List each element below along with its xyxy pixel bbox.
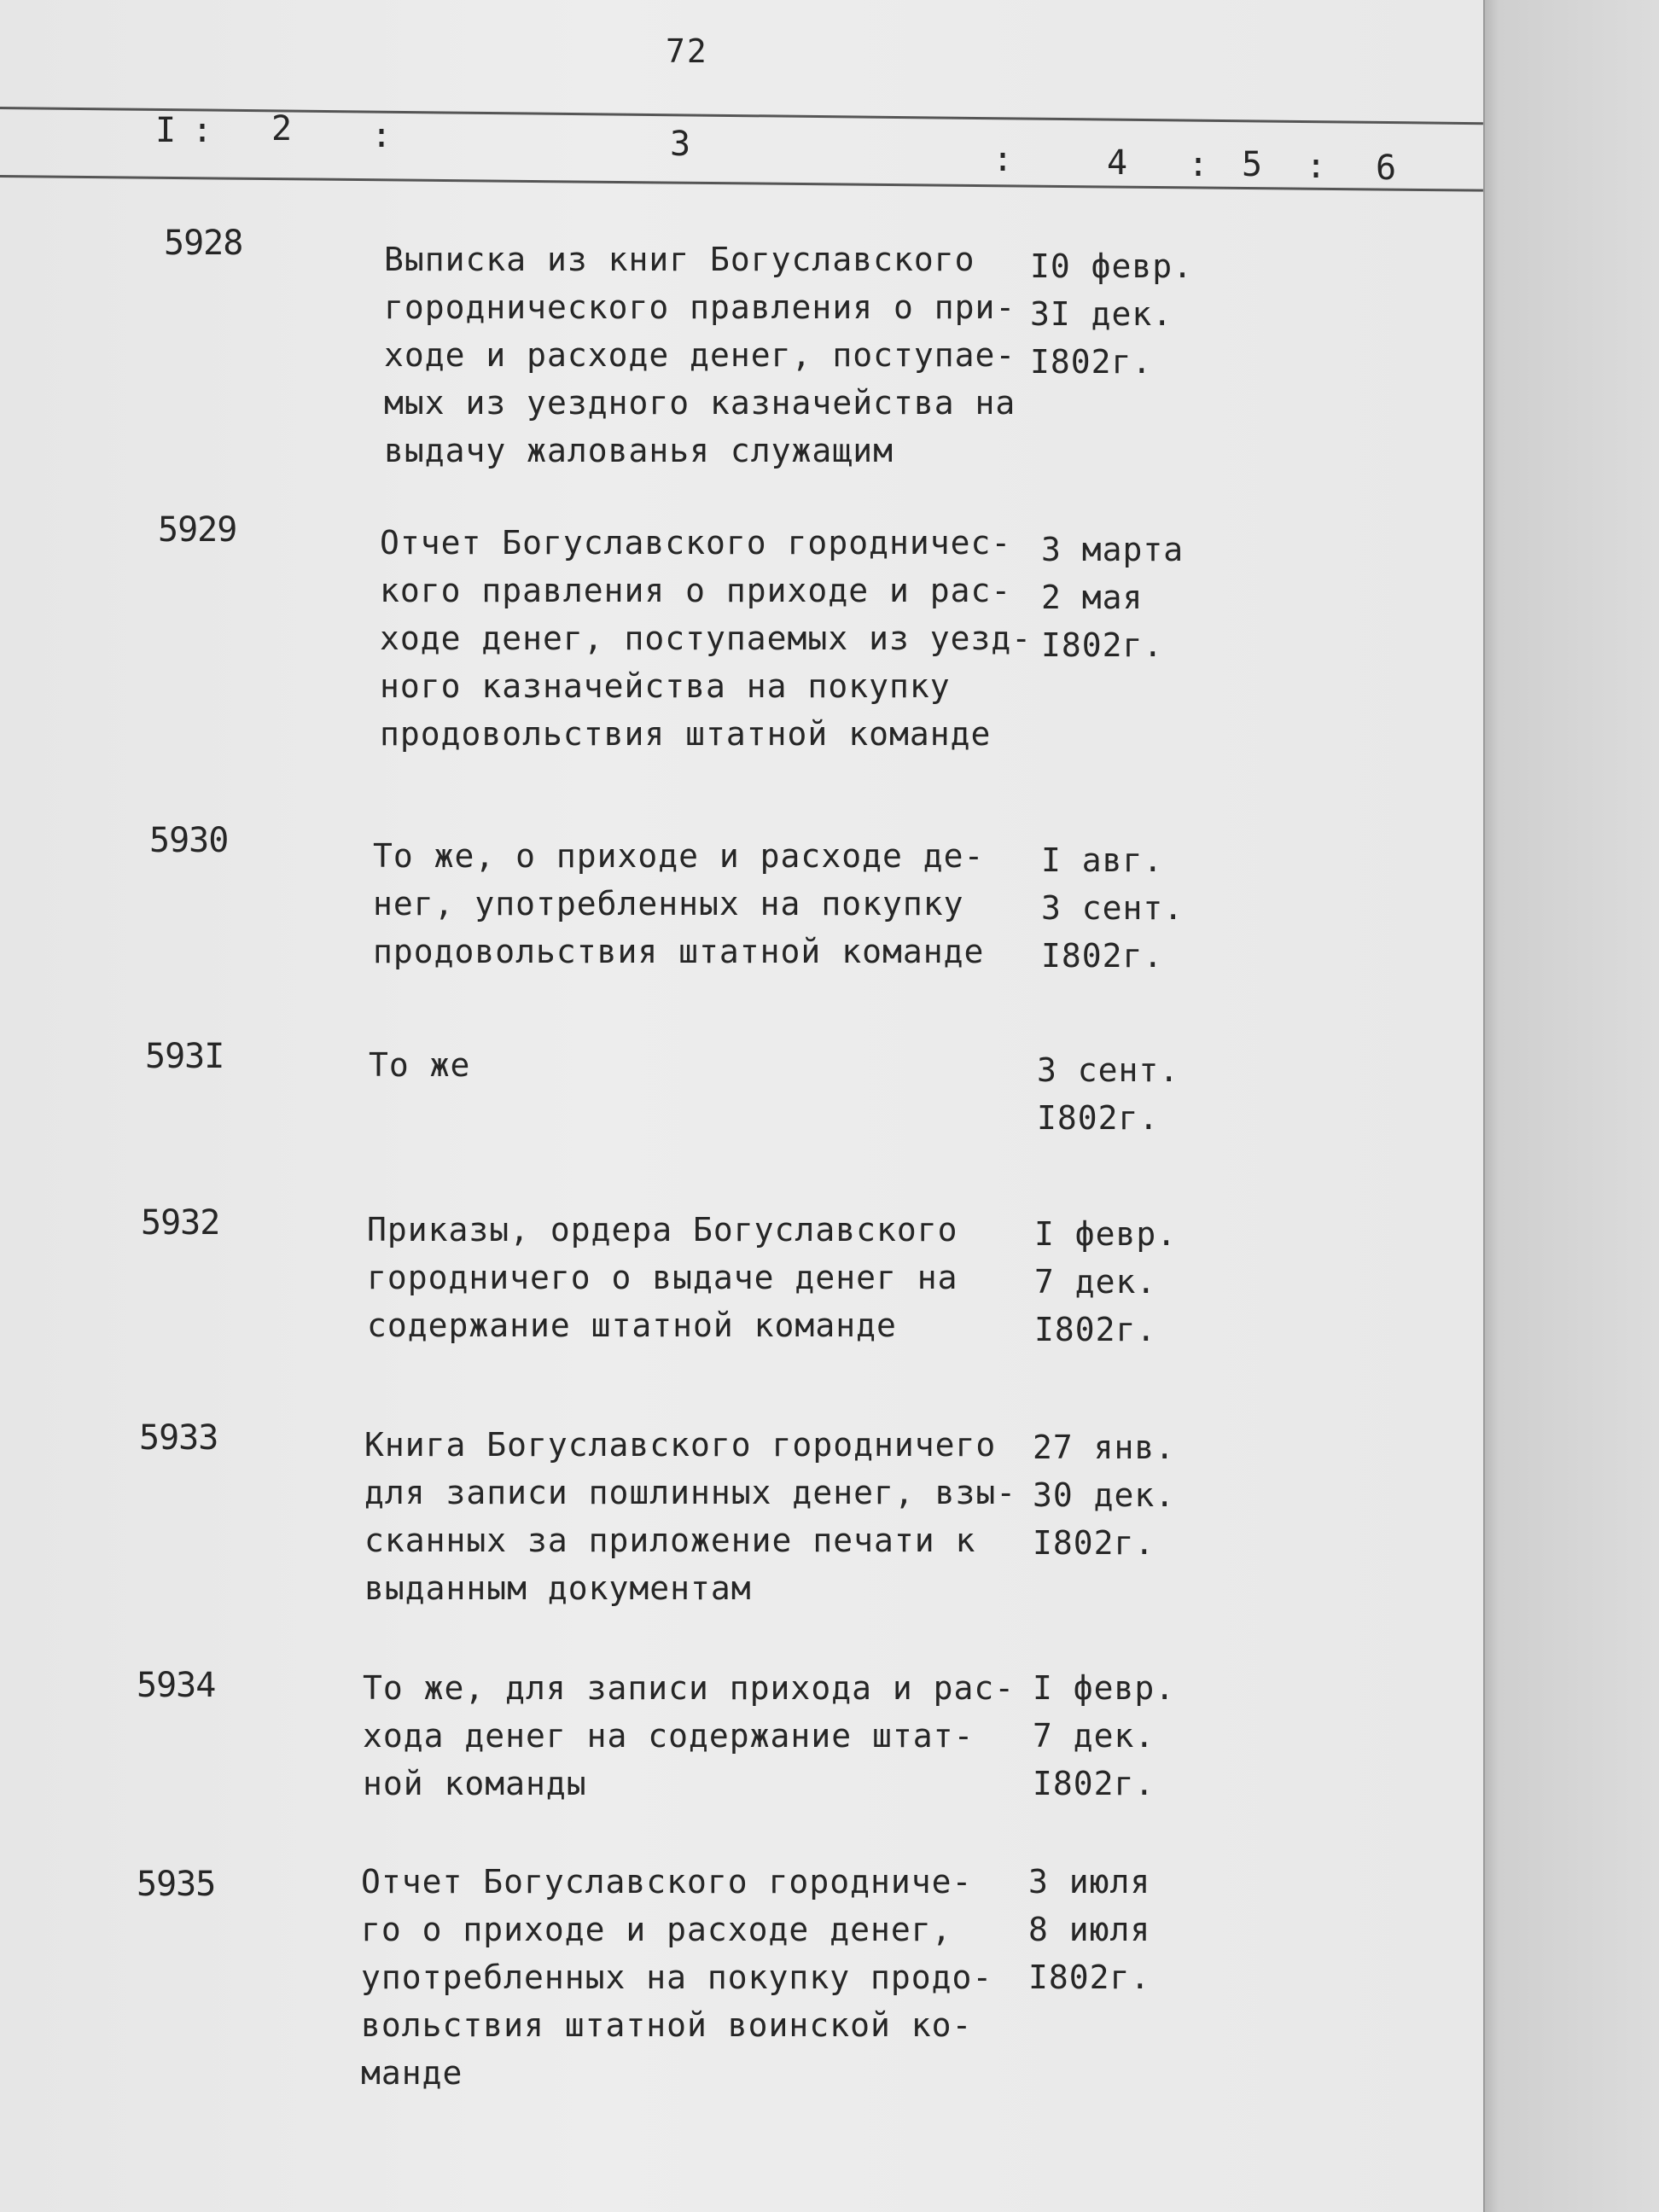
entry-description [369,1041,470,1089]
page-number: 72 [666,32,708,70]
entry-number: 5928 [164,224,243,263]
description-line: нег, употребленных на покупку [373,885,964,923]
date-line: I февр. [1034,1215,1178,1253]
description-line: Отчет Богуславского городничес- [380,524,1012,562]
date-line: 3 сент. [1041,889,1185,927]
entry-dates [1033,1664,1175,1807]
header-rule-top [0,107,1483,125]
entry-dates [1041,836,1184,980]
entry-description [367,1206,958,1349]
description-line: употребленных на покупку продо- [361,1959,993,1996]
date-line: I февр. [1033,1669,1176,1707]
date-line: I802г. [1034,1311,1157,1348]
description-line: хода денег на содержание штат- [363,1717,975,1755]
date-line: 3 марта [1041,531,1185,568]
date-line: I802г. [1041,937,1164,975]
entry-description [361,1858,992,2097]
date-line: 3 сент. [1037,1051,1180,1089]
date-line: I0 февр. [1030,247,1194,285]
entry-dates [1033,1423,1175,1567]
column-separator: : [1306,147,1327,186]
column-separator: : [192,111,213,150]
column-header-5: 5 [1242,145,1263,184]
entry-number: 5935 [137,1865,216,1904]
date-line: I802г. [1028,1959,1151,1996]
description-line: продовольствия штатной команде [380,715,992,753]
description-line: содержание штатной команде [367,1307,897,1344]
date-line: 7 дек. [1033,1717,1155,1755]
column-header-6: 6 [1376,148,1397,188]
column-header-4: 4 [1107,143,1128,183]
description-line: городнического правления о при- [384,288,1016,326]
date-line: 8 июля [1028,1911,1151,1948]
entry-number: 593I [145,1037,224,1076]
description-line: ходе и расходе денег, поступае- [384,336,1016,374]
entry-dates [1028,1858,1150,2001]
description-line: выдачу жалованья служащим [384,432,894,469]
column-header-1: I [155,111,177,150]
date-line: I802г. [1033,1765,1155,1802]
description-line: выданным документам [364,1569,752,1607]
date-line: I802г. [1037,1099,1160,1137]
date-line: I авг. [1041,841,1164,879]
entry-dates [1030,242,1193,386]
description-line: Книга Богуславского городничего [364,1426,997,1464]
description-line: Приказы, ордера Богуславского [367,1211,958,1249]
description-line: го о приходе и расходе денег, [361,1911,952,1948]
entry-number: 5930 [149,821,229,860]
column-separator: : [1188,145,1209,184]
description-line: ной команды [363,1765,587,1802]
entry-number: 5934 [137,1666,216,1705]
column-separator: : [371,116,393,155]
description-line: кого правления о приходе и рас- [380,572,1012,609]
date-line: 7 дек. [1034,1263,1157,1301]
date-line: 2 мая [1041,579,1144,616]
description-line: вольствия штатной воинской ко- [361,2006,973,2044]
entry-number: 5929 [158,510,237,550]
description-line: мых из уездного казначейства на [384,384,1016,422]
next-page-shadow [1485,0,1659,2212]
description-line: Выписка из книг Богуславского [384,241,975,278]
date-line: I802г. [1041,626,1164,664]
date-line: 3I дек. [1030,295,1173,333]
entry-description [363,1664,1015,1807]
entry-dates [1034,1210,1177,1353]
description-line: ходе денег, поступаемых из уезд- [380,620,1033,657]
description-line: То же [369,1046,471,1084]
description-line: ного казначейства на покупку [380,667,951,705]
description-line: То же, для записи прихода и рас- [363,1669,1016,1707]
description-line: То же, о приходе и расходе де- [373,837,985,875]
date-line: I802г. [1033,1524,1155,1562]
date-line: 30 дек. [1033,1476,1176,1514]
description-line: для записи пошлинных денег, взы- [364,1474,1017,1511]
date-line: 27 янв. [1033,1429,1176,1466]
date-line: I802г. [1030,343,1153,381]
entry-description [380,519,1032,758]
description-line: сканных за приложение печати к [364,1522,976,1559]
entry-description [373,832,984,975]
column-separator: : [992,140,1014,179]
entry-description [364,1421,1016,1612]
entry-dates [1037,1046,1179,1142]
description-line: продовольствия штатной команде [373,933,985,970]
description-line: Отчет Богуславского городниче- [361,1863,973,1901]
description-line: городничего о выдаче денег на [367,1259,958,1296]
date-line: 3 июля [1028,1863,1151,1901]
column-header-2: 2 [271,109,293,148]
column-header-3: 3 [670,125,691,164]
entry-description [384,236,1016,474]
entry-number: 5933 [139,1418,218,1458]
entry-dates [1041,526,1184,669]
entry-number: 5932 [141,1203,220,1243]
description-line: манде [361,2054,463,2092]
